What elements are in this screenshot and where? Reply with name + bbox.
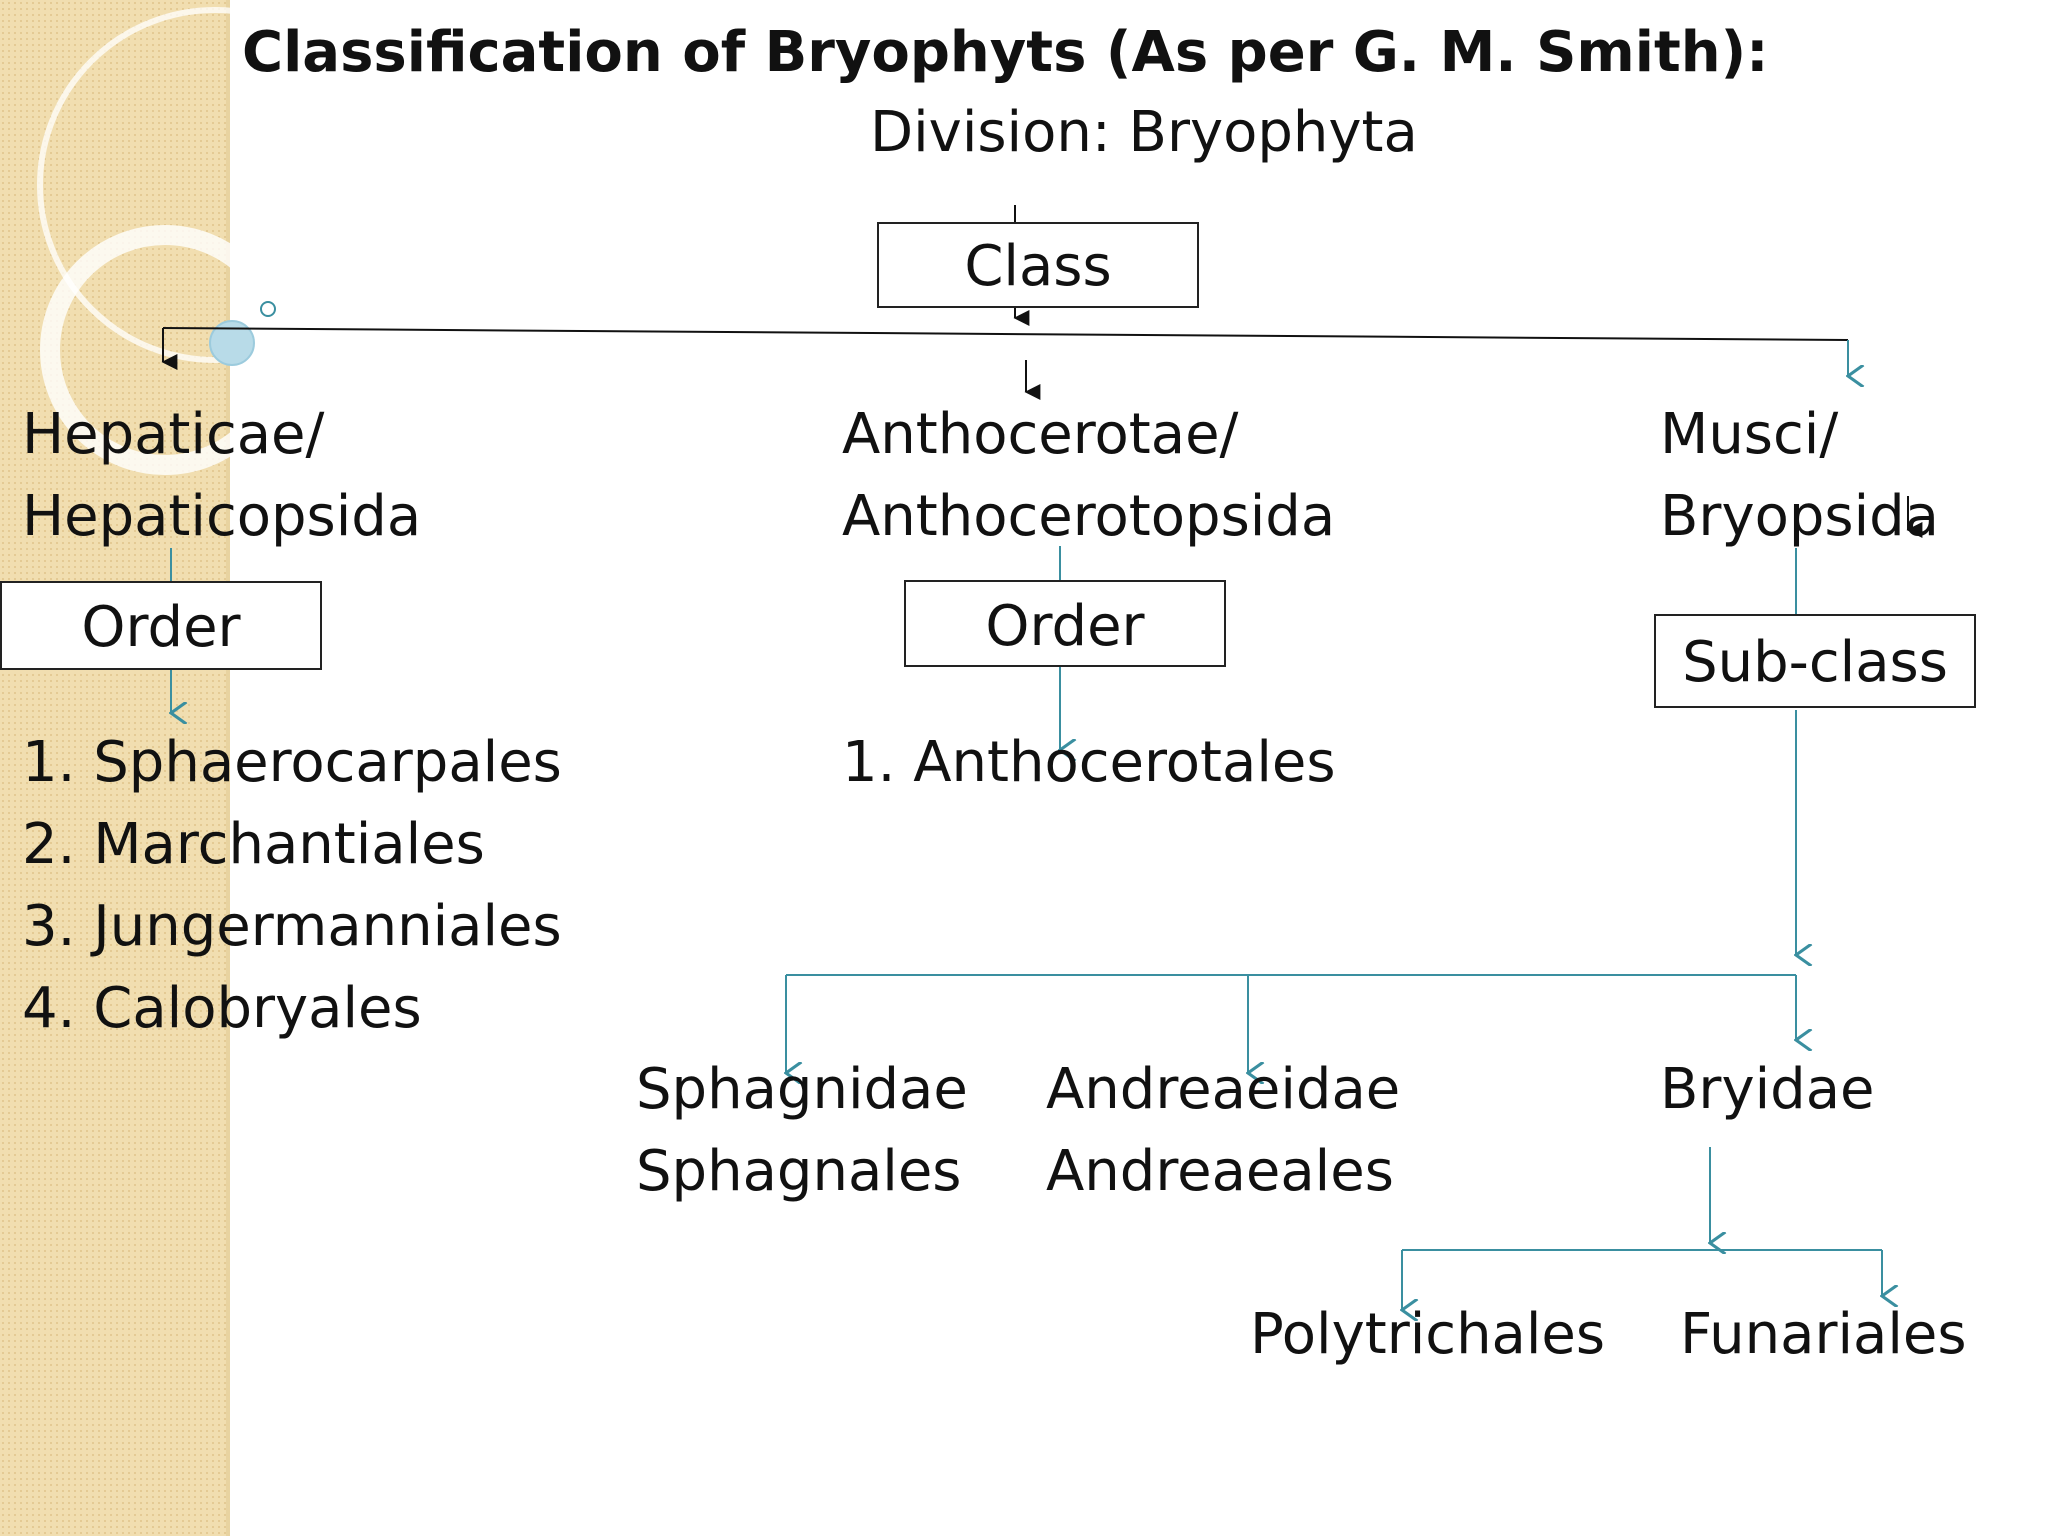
class-box [877,222,1199,308]
division-label: Division: Bryophyta [870,100,1418,165]
anthocerotae-order-label: Order [985,594,1145,659]
subclass-andreaeidae: Andreaeidae [1046,1057,1401,1122]
anthocerotae-order-box [904,580,1226,667]
slide-title: Classification of Bryophyts (As per G. M. Smith): [242,20,1769,85]
class-hepaticae-line1: Hepaticae/ [22,402,325,467]
hepaticae-order-box [0,581,322,670]
order-andreaeales: Andreaeales [1046,1139,1394,1204]
class-anthocerotae-line2: Anthocerotopsida [842,484,1336,549]
hepaticae-order-item: 2. Marchantiales [22,812,485,877]
subclass-box-label: Sub-class [1682,630,1948,695]
order-sphagnales: Sphagnales [636,1139,962,1204]
order-polytrichales: Polytrichales [1250,1302,1606,1367]
class-anthocerotae-line1: Anthocerotae/ [842,402,1239,467]
class-branch-line [163,328,1848,340]
anthocerotae-order-item: 1. Anthocerotales [842,730,1336,795]
class-box-label: Class [964,234,1112,299]
subclass-sphagnidae: Sphagnidae [636,1057,968,1122]
class-musci-line2: Bryopsida [1660,484,1939,549]
order-funariales: Funariales [1680,1302,1967,1367]
subclass-bryidae: Bryidae [1660,1057,1875,1122]
class-musci-line1: Musci/ [1660,402,1839,467]
hepaticae-order-item: 4. Calobryales [22,976,422,1041]
hepaticae-order-item: 3. Jungermanniales [22,894,562,959]
subclass-box [1654,614,1976,708]
hepaticae-order-item: 1. Sphaerocarpales [22,730,562,795]
hepaticae-order-label: Order [81,595,241,660]
class-hepaticae-line2: Hepaticopsida [22,484,422,549]
